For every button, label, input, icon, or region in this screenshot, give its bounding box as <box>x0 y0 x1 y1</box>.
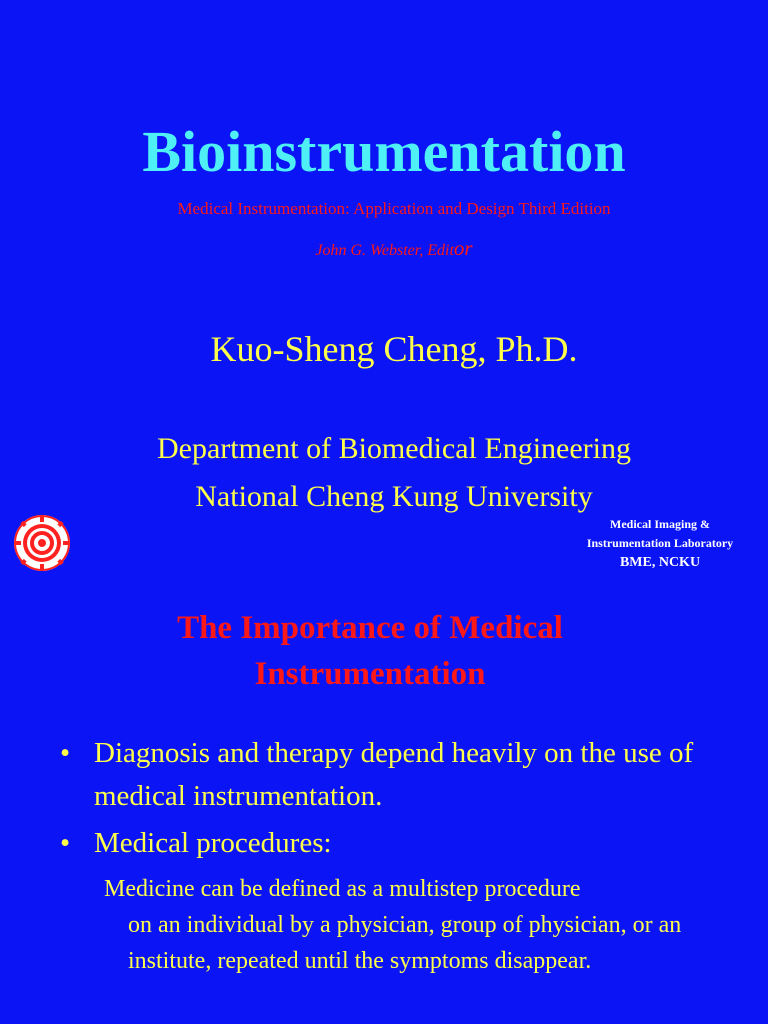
bullet-list <box>60 732 740 869</box>
editor-suffix: or <box>453 236 473 260</box>
definition-rest: on an individual by a physician, group of physician, or an institute, repeated until the symptoms disappear. <box>128 912 682 974</box>
definition-paragraph <box>104 871 744 979</box>
lab-line-2: Instrumentation Laboratory <box>586 536 734 550</box>
book-title: Medical Instrumentation: Application and Design Third Edition <box>177 199 611 218</box>
lab-line-1: Medical Imaging & <box>610 517 710 531</box>
editor-prefix: John G. Webster, Edit <box>315 242 454 259</box>
editor-line <box>0 236 768 263</box>
bullet-item <box>60 822 740 865</box>
author-name: Kuo-Sheng Cheng, Ph.D. <box>210 329 578 369</box>
university-seal-icon <box>12 513 72 573</box>
bullet-text: Medical procedures: <box>94 827 332 859</box>
bullet-item <box>60 732 740 818</box>
section-title-line-1: The Importance of Medical <box>177 610 563 646</box>
lab-caption <box>560 515 760 572</box>
bullet-icon: • <box>60 827 71 859</box>
section-title <box>120 605 620 697</box>
section-title-line-2: Instrumentation <box>254 656 486 692</box>
university: National Cheng Kung University <box>195 480 593 513</box>
bullet-icon: • <box>60 737 71 769</box>
department: Department of Biomedical Engineering <box>156 432 631 465</box>
definition-line-1: Medicine can be defined as a multistep procedure <box>104 876 581 902</box>
affiliation <box>0 425 768 521</box>
bullet-text: Diagnosis and therapy depend heavily on the use of medical instrumentation. <box>94 737 694 812</box>
lab-line-3: BME, NCKU <box>619 555 701 570</box>
slide-title: Bioinstrumentation <box>142 119 626 184</box>
